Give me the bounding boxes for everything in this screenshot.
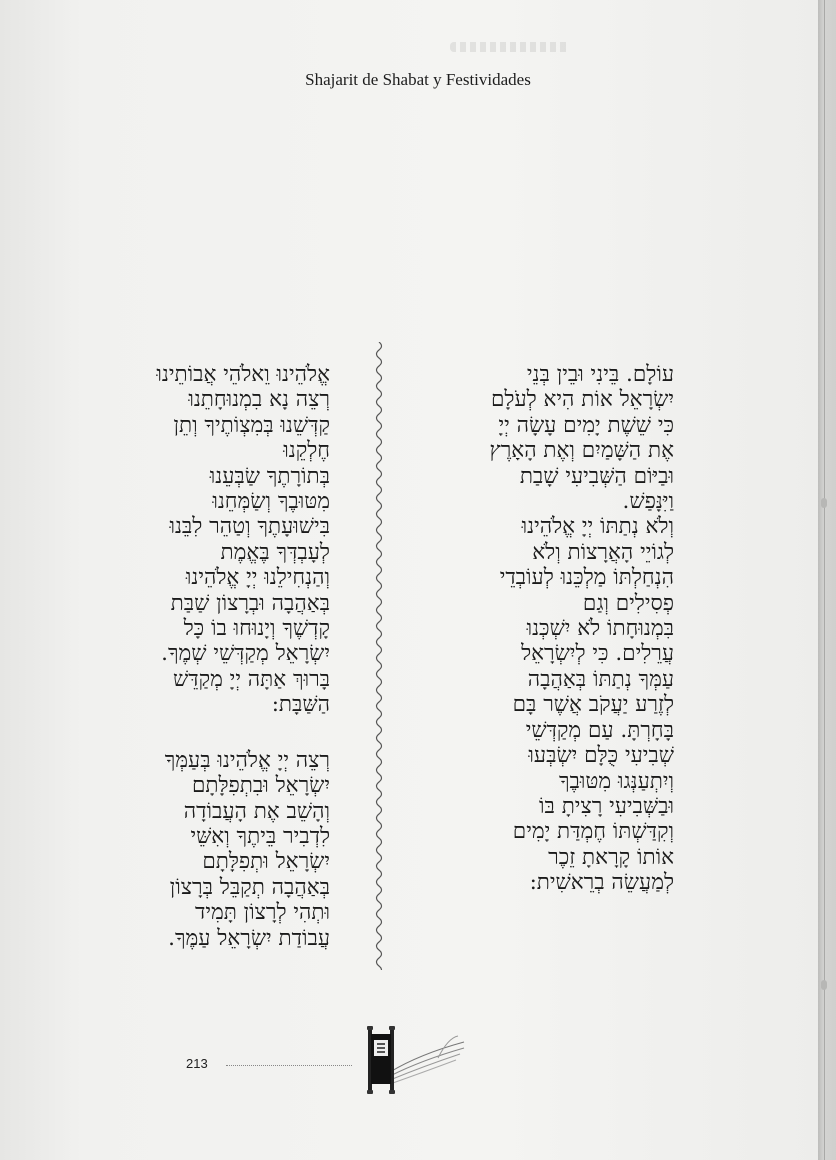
left-text-column bbox=[90, 362, 330, 951]
text-line: לִדְבִיר בֵּיתֶךָ וְאִשֵּׁי bbox=[190, 823, 330, 849]
text-line: עוֹלָם. בֵּינִי וּבֵין בְּנֵי bbox=[526, 362, 674, 387]
text-line: בְּתוֹרָתֶךָ שַׂבְּעֵנוּ bbox=[209, 463, 330, 489]
text-line: וַיִּנָּפַשׁ. bbox=[622, 489, 674, 515]
page-header-title: Shajarit de Shabat y Festividades bbox=[305, 70, 531, 89]
text-line: יִשְׂרָאֵל מְקַדְּשֵׁי שְׁמֶךָ. bbox=[161, 641, 330, 667]
text-line: חֶלְקֵנוּ bbox=[283, 438, 330, 464]
bleed-through-text bbox=[450, 42, 570, 52]
torah-scroll-emblem bbox=[360, 1024, 470, 1096]
binding-hole bbox=[821, 980, 827, 990]
footer-dotted-rule bbox=[226, 1065, 352, 1066]
text-line: קַדְּשֵׁנוּ בְּמִצְוֹתֶיךָ וְתֵן bbox=[173, 412, 330, 438]
wavy-column-divider bbox=[370, 342, 388, 970]
text-line: עַמְּךָ נְתַתּוֹ בְּאַהֲבָה bbox=[527, 666, 674, 692]
text-line: וְיִתְעַנְּגוּ מִטּוּבֶךָ bbox=[559, 768, 674, 794]
text-line: לְגוֹיֵי הָאֲרָצוֹת וְלֹא bbox=[532, 539, 674, 565]
text-line: מִטּוּבֶךָ וְשַׂמְּחֵנוּ bbox=[212, 489, 330, 515]
text-line: יִשְׂרָאֵל וּבִתְפִלָּתָם bbox=[191, 773, 330, 799]
text-line: וּתְהִי לְרָצוֹן תָּמִיד bbox=[195, 900, 330, 926]
text-line: בִּישׁוּעָתֶךָ וְטַהֵר לִבֵּנוּ bbox=[169, 514, 330, 540]
text-line: בִּמְנוּחָתוֹ לֹא יִשְׁכְּנוּ bbox=[526, 616, 674, 642]
text-line: אוֹתוֹ קָרָאתָ זֵכֶר bbox=[548, 844, 674, 870]
text-line: קָדְשֶׁךָ וְיָנוּחוּ בוֹ כָּל bbox=[183, 616, 330, 642]
page-number: 213 bbox=[186, 1056, 208, 1071]
text-line: יִשְׂרָאֵל וּתְפִלָּתָם bbox=[202, 849, 330, 875]
text-line: שְׁבִיעִי כֻּלָּם יִשְׂבְּעוּ bbox=[528, 743, 674, 769]
right-text-column bbox=[424, 362, 674, 896]
text-line: רְצֵה נָא בִמְנוּחָתֵנוּ bbox=[188, 387, 330, 413]
text-line: בָּחָרְתָּ. עַם מְקַדְּשֵׁי bbox=[525, 717, 674, 743]
text-line: לְעָבְדְּךָ בֶּאֱמֶת bbox=[220, 539, 330, 565]
text-line: בָּרוּךְ אַתָּה יְיָ מְקַדֵּשׁ bbox=[173, 666, 330, 692]
text-line: עֲרֵלִים. כִּי לְיִשְׂרָאֵל bbox=[521, 641, 674, 667]
page-edge bbox=[818, 0, 836, 1160]
text-line: לְזֶרַע יַעֲקֹב אֲשֶׁר בָּם bbox=[512, 692, 674, 718]
text-line: לְמַעֲשֵׂה בְרֵאשִׁית: bbox=[529, 870, 674, 896]
text-line: הַשַּׁבָּת: bbox=[271, 692, 330, 718]
text-line: כִּי שֵׁשֶׁת יָמִים עָשָׂה יְיָ bbox=[498, 412, 674, 438]
text-line: רְצֵה יְיָ אֱלֹהֵינוּ בְּעַמְּךָ bbox=[164, 747, 330, 773]
text-line: וּבַשְּׁבִיעִי רָצִיתָ בּוֹ bbox=[539, 793, 674, 819]
text-line: וְהַנְחִילֵנוּ יְיָ אֱלֹהֵינוּ bbox=[185, 565, 330, 591]
text-line: פְסִילִים וְגַם bbox=[582, 590, 674, 616]
text-line: אֶת הַשָּׁמַיִם וְאֶת הָאָרֶץ bbox=[489, 438, 674, 464]
text-line: הִנְחַלְתּוֹ מַלְכֵּנוּ לְעוֹבְדֵי bbox=[499, 565, 674, 591]
paragraph-gap bbox=[90, 718, 330, 748]
binding-hole bbox=[821, 498, 827, 508]
text-line: עֲבוֹדַת יִשְׂרָאֵל עַמֶּךָ. bbox=[168, 925, 330, 951]
text-line: אֱלֹהֵינוּ וֵאלֹהֵי אֲבוֹתֵינוּ bbox=[156, 362, 330, 387]
text-line: וּבַיּוֹם הַשְּׁבִיעִי שָׁבַת bbox=[519, 463, 674, 489]
text-line: יִשְׂרָאֵל אוֹת הִיא לְעֹלָם bbox=[490, 387, 674, 413]
text-line: בְּאַהֲבָה תְקַבֵּל בְּרָצוֹן bbox=[169, 874, 330, 900]
text-line: וְלֹא נְתַתּוֹ יְיָ אֱלֹהֵינוּ bbox=[521, 514, 674, 540]
text-line: בְּאַהֲבָה וּבְרָצוֹן שַׁבַּת bbox=[170, 590, 330, 616]
text-line: וְהָשֵׁב אֶת הָעֲבוֹדָה bbox=[183, 798, 330, 824]
text-line: וְקִדַּשְׁתּוֹ חֶמְדַּת יָמִים bbox=[512, 819, 674, 845]
